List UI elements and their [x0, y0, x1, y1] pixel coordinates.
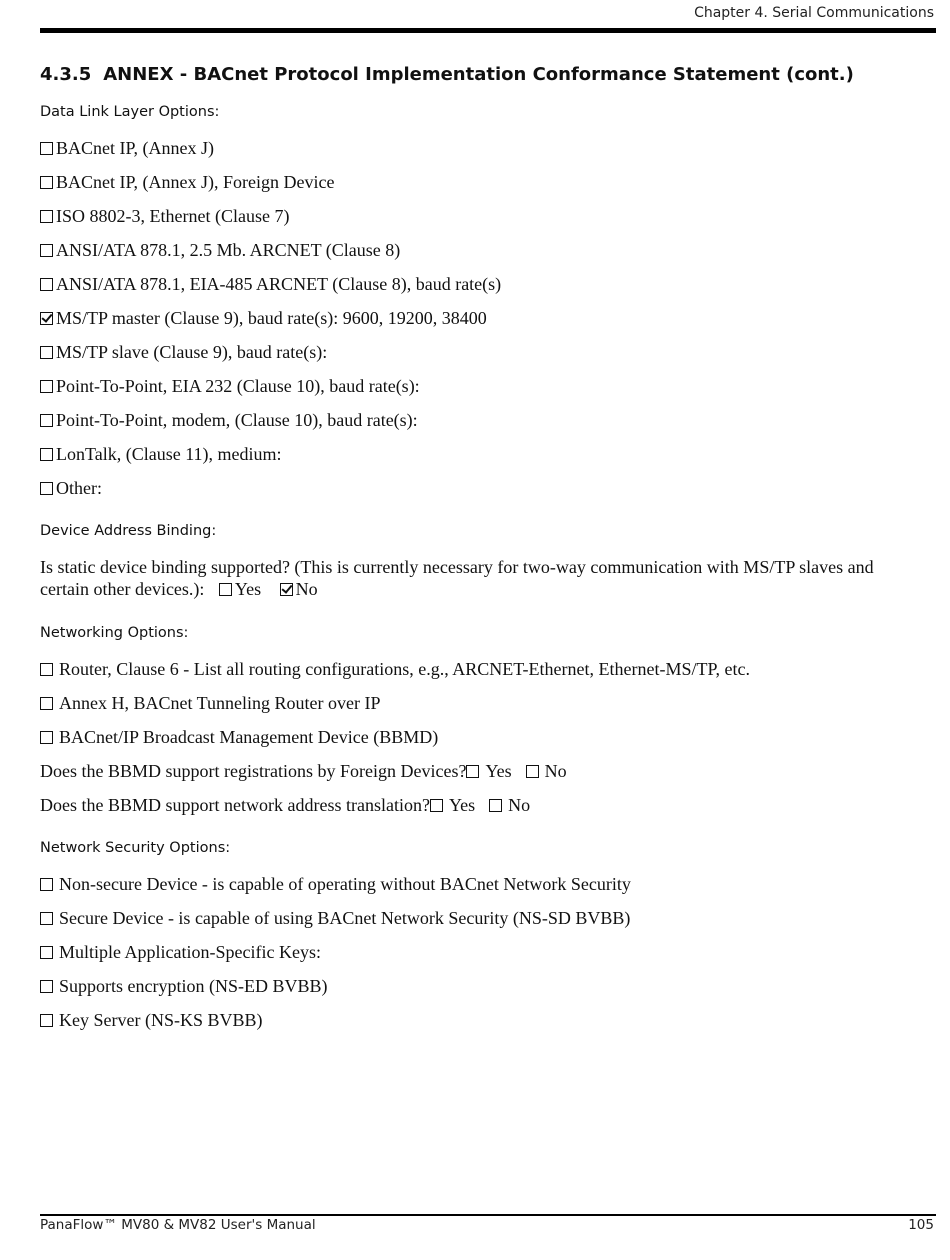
footer-manual-title: PanaFlow™ MV80 & MV82 User's Manual	[40, 1217, 316, 1233]
checkbox-icon[interactable]	[40, 414, 53, 427]
checkbox-icon[interactable]	[40, 663, 53, 676]
section-title-text: ANNEX - BACnet Protocol Implementation Conformance Statement (cont.)	[103, 64, 854, 85]
networking-item: BACnet/IP Broadcast Management Device (BBMD)	[40, 726, 930, 748]
checkbox-icon[interactable]	[526, 765, 539, 778]
data-link-item: BACnet IP, (Annex J)	[40, 137, 930, 159]
checkbox-icon[interactable]	[40, 210, 53, 223]
checkbox-icon[interactable]	[40, 142, 53, 155]
checkbox-icon[interactable]	[40, 1014, 53, 1027]
bbmd-foreign-question: Does the BBMD support registrations by Foreign Devices? Yes No	[40, 761, 567, 781]
checkbox-icon[interactable]	[40, 912, 53, 925]
checkbox-icon[interactable]	[40, 380, 53, 393]
checkbox-icon[interactable]	[40, 946, 53, 959]
data-link-heading: Data Link Layer Options:	[40, 104, 220, 120]
binding-yes-option: Yes	[219, 578, 261, 600]
checkbox-icon[interactable]	[40, 697, 53, 710]
checkbox-icon[interactable]	[40, 278, 53, 291]
networking-item: Router, Clause 6 - List all routing configurations, e.g., ARCNET-Ethernet, Ethernet-MS/TP, etc.	[40, 658, 930, 680]
checkbox-icon[interactable]	[466, 765, 479, 778]
checkbox-icon[interactable]	[40, 448, 53, 461]
checkbox-icon[interactable]	[219, 583, 232, 596]
checkbox-icon[interactable]	[40, 878, 53, 891]
checkbox-checked-icon[interactable]	[280, 583, 293, 596]
security-item: Key Server (NS-KS BVBB)	[40, 1009, 930, 1031]
running-header: Chapter 4. Serial Communications	[694, 5, 934, 21]
checkbox-icon[interactable]	[40, 346, 53, 359]
checkbox-icon[interactable]	[489, 799, 502, 812]
data-link-item: ANSI/ATA 878.1, EIA-485 ARCNET (Clause 8), baud rate(s)	[40, 273, 930, 295]
checkbox-icon[interactable]	[40, 482, 53, 495]
checkbox-icon[interactable]	[40, 980, 53, 993]
header-rule	[40, 28, 936, 33]
page-number: 105	[908, 1217, 934, 1233]
footer-rule	[40, 1214, 936, 1216]
address-binding-heading: Device Address Binding:	[40, 523, 217, 539]
security-item: Non-secure Device - is capable of operating without BACnet Network Security	[40, 873, 930, 895]
networking-item: Annex H, BACnet Tunneling Router over IP	[40, 692, 930, 714]
data-link-item: MS/TP slave (Clause 9), baud rate(s):	[40, 341, 930, 363]
section-title	[40, 64, 854, 85]
data-link-item: BACnet IP, (Annex J), Foreign Device	[40, 171, 930, 193]
checkbox-checked-icon[interactable]	[40, 312, 53, 325]
data-link-item: Point-To-Point, modem, (Clause 10), baud rate(s):	[40, 409, 930, 431]
address-binding-question: Is static device binding supported? (This is currently necessary for two-way communication with MS/TP slaves and certain other devices.): Yes No	[40, 557, 874, 599]
checkbox-icon[interactable]	[40, 244, 53, 257]
checkbox-icon[interactable]	[430, 799, 443, 812]
security-item: Secure Device - is capable of using BACnet Network Security (NS-SD BVBB)	[40, 907, 930, 929]
security-item: Supports encryption (NS-ED BVBB)	[40, 975, 930, 997]
binding-no-option: No	[280, 578, 318, 600]
data-link-item: ISO 8802-3, Ethernet (Clause 7)	[40, 205, 930, 227]
data-link-item: Point-To-Point, EIA 232 (Clause 10), baud rate(s):	[40, 375, 930, 397]
security-item: Multiple Application-Specific Keys:	[40, 941, 930, 963]
bbmd-nat-question: Does the BBMD support network address translation? Yes No	[40, 795, 531, 815]
security-heading: Network Security Options:	[40, 840, 231, 856]
data-link-item: LonTalk, (Clause 11), medium:	[40, 443, 930, 465]
data-link-item: MS/TP master (Clause 9), baud rate(s): 9600, 19200, 38400	[40, 307, 930, 329]
checkbox-icon[interactable]	[40, 731, 53, 744]
section-number: 4.3.5	[40, 64, 92, 85]
data-link-item: Other:	[40, 477, 930, 499]
checkbox-icon[interactable]	[40, 176, 53, 189]
networking-heading: Networking Options:	[40, 625, 189, 641]
data-link-item: ANSI/ATA 878.1, 2.5 Mb. ARCNET (Clause 8)	[40, 239, 930, 261]
